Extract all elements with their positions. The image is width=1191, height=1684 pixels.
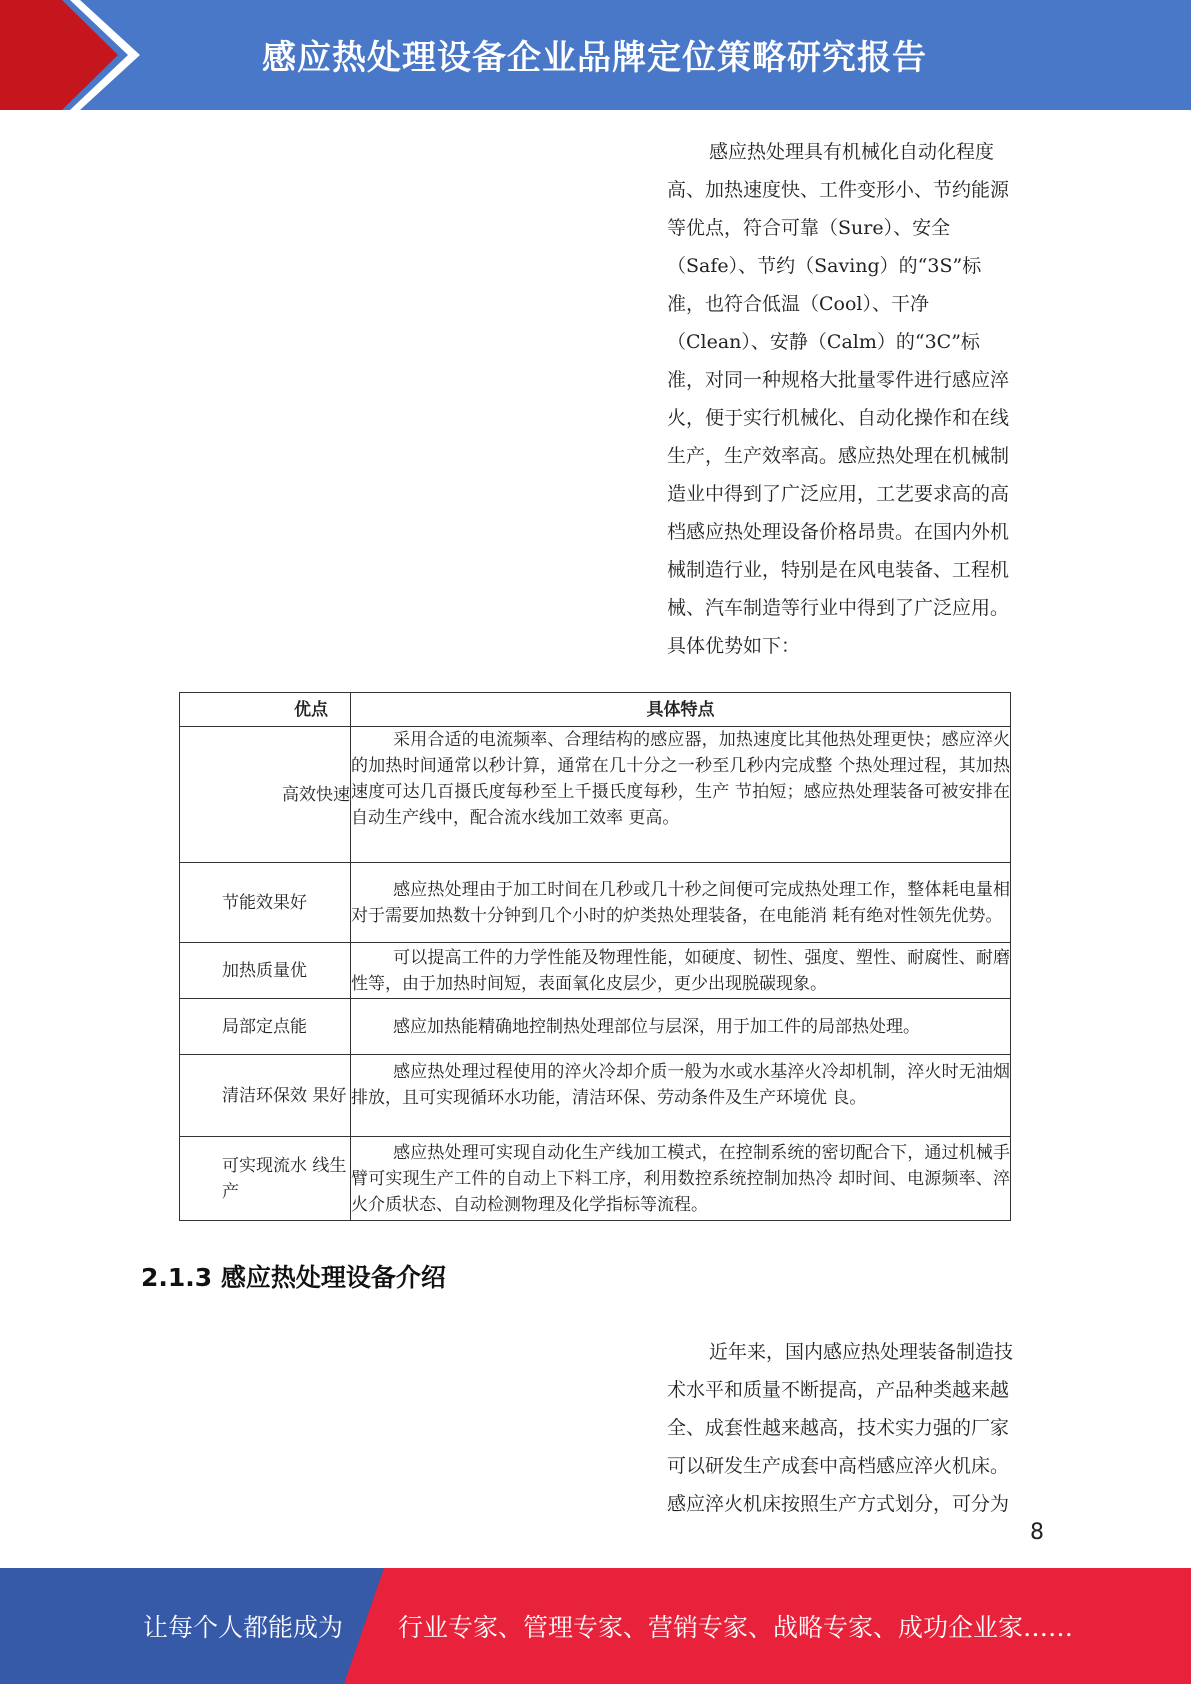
text-line: 感应热处理具有机械化自动化程度 <box>709 141 995 163</box>
red-chevron-icon <box>0 0 160 110</box>
text-line: 术水平和质量不断提高，产品种类越来越 <box>667 1379 1010 1401</box>
table-row <box>180 727 1011 863</box>
advantage-name: 可实现流水 线生产 <box>222 1155 347 1202</box>
advantage-detail-cell <box>351 943 1011 999</box>
page-footer <box>0 1568 1191 1684</box>
text-line: 准，也符合低温（Cool）、干净 <box>667 293 929 315</box>
report-title: 感应热处理设备企业品牌定位策略研究报告 <box>262 38 927 78</box>
advantage-detail-cell <box>351 1137 1011 1221</box>
column-header-advantage: 优点 <box>180 693 351 727</box>
text-line: （Clean）、安静（Calm）的“3C”标 <box>667 331 980 353</box>
advantage-name-cell <box>180 863 351 943</box>
text-line: 高、加热速度快、工件变形小、节约能源 <box>667 179 1010 201</box>
text-line: 火，便于实行机械化、自动化操作和在线 <box>667 407 1010 429</box>
advantage-name-cell <box>180 1055 351 1137</box>
text-line: 档感应热处理设备价格昂贵。在国内外机 <box>667 521 1010 543</box>
text-line: 等优点，符合可靠（Sure）、安全 <box>667 217 951 239</box>
advantage-detail-cell <box>351 727 1011 863</box>
table-row <box>180 1137 1011 1221</box>
advantage-name: 清洁环保效 果好 <box>222 1085 347 1106</box>
page-header <box>0 0 1191 110</box>
advantage-detail-cell <box>351 999 1011 1055</box>
table-row <box>180 1055 1011 1137</box>
advantage-name-cell <box>180 943 351 999</box>
advantage-name: 节能效果好 <box>222 892 307 913</box>
advantage-detail: 可以提高工件的力学性能及物理性能，如硬度、韧性、强度、塑性、耐腐性、耐磨性等，由于加热时间短，表面氧化皮层少，更少出现脱碳现象。 <box>351 947 1010 994</box>
advantage-detail-cell <box>351 1055 1011 1137</box>
table-row <box>180 863 1011 943</box>
advantage-name: 高效快速 <box>282 784 350 805</box>
intro-paragraph <box>667 133 1047 665</box>
advantage-detail-cell <box>351 863 1011 943</box>
table-row <box>180 999 1011 1055</box>
text-line: 感应淬火机床按照生产方式划分，可分为 <box>667 1493 1010 1515</box>
text-line: 准，对同一种规格大批量零件进行感应淬 <box>667 369 1010 391</box>
text-line: 械制造行业，特别是在风电装备、工程机 <box>667 559 1010 581</box>
text-line: 生产，生产效率高。感应热处理在机械制 <box>667 445 1010 467</box>
text-line: 可以研发生产成套中高档感应淬火机床。 <box>667 1455 1010 1477</box>
advantage-detail: 感应热处理可实现自动化生产线加工模式，在控制系统的密切配合下，通过机械手臂可实现生产工件的自动上下料工序，利用数控系统控制加热冷 却时间、电源频率、淬火介质状态、自动检测物理及化学指标等流程。 <box>351 1142 1010 1215</box>
page-number: 8 <box>1030 1520 1044 1545</box>
advantage-detail: 感应热处理由于加工时间在几秒或几十秒之间便可完成热处理工作，整体耗电量相对于需要加热数十分钟到几个小时的炉类热处理装备，在电能消 耗有绝对性领先优势。 <box>351 879 1010 926</box>
section-paragraph <box>667 1333 1047 1523</box>
advantage-name: 局部定点能 <box>222 1016 307 1037</box>
advantage-detail: 采用合适的电流频率、合理结构的感应器，加热速度比其他热处理更快；感应淬火的加热时间通常以秒计算，通常在几十分之一秒至几秒内完成整 个热处理过程，其加热速度可达几百摄氏度每秒至上千摄氏度每秒，生产 节拍短；感应热处理装备可被安排在自动生产线中，配合流水线加工效率 更高。 <box>351 730 1010 828</box>
text-line: （Safe）、节约（Saving）的“3S”标 <box>667 255 982 277</box>
table-row <box>180 943 1011 999</box>
advantage-detail: 感应加热能精确地控制热处理部位与层深，用于加工件的局部热处理。 <box>393 1016 920 1037</box>
text-line: 造业中得到了广泛应用，工艺要求高的高 <box>667 483 1010 505</box>
text-line: 全、成套性越来越高，技术实力强的厂家 <box>667 1417 1010 1439</box>
advantage-detail: 感应热处理过程使用的淬火冷却介质一般为水或水基淬火冷却机制，淬火时无油烟排放，且可实现循环水功能，清洁环保、劳动条件及生产环境优 良。 <box>351 1062 1010 1108</box>
advantage-name-cell <box>180 727 351 863</box>
text-line: 具体优势如下： <box>667 635 801 657</box>
footer-roles: 行业专家、管理专家、营销专家、战略专家、成功企业家…… <box>398 1613 1074 1642</box>
advantage-name: 加热质量优 <box>222 960 307 981</box>
advantage-name-cell <box>180 1137 351 1221</box>
advantage-name-cell <box>180 999 351 1055</box>
table-header-row <box>180 693 1011 727</box>
column-header-features: 具体特点 <box>351 693 1011 727</box>
section-heading: 2.1.3 感应热处理设备介绍 <box>141 1263 446 1292</box>
advantages-table <box>179 692 1011 1221</box>
text-line: 械、汽车制造等行业中得到了广泛应用。 <box>667 597 1010 619</box>
footer-slogan: 让每个人都能成为 <box>143 1613 344 1642</box>
text-line: 近年来，国内感应热处理装备制造技 <box>709 1341 1014 1363</box>
